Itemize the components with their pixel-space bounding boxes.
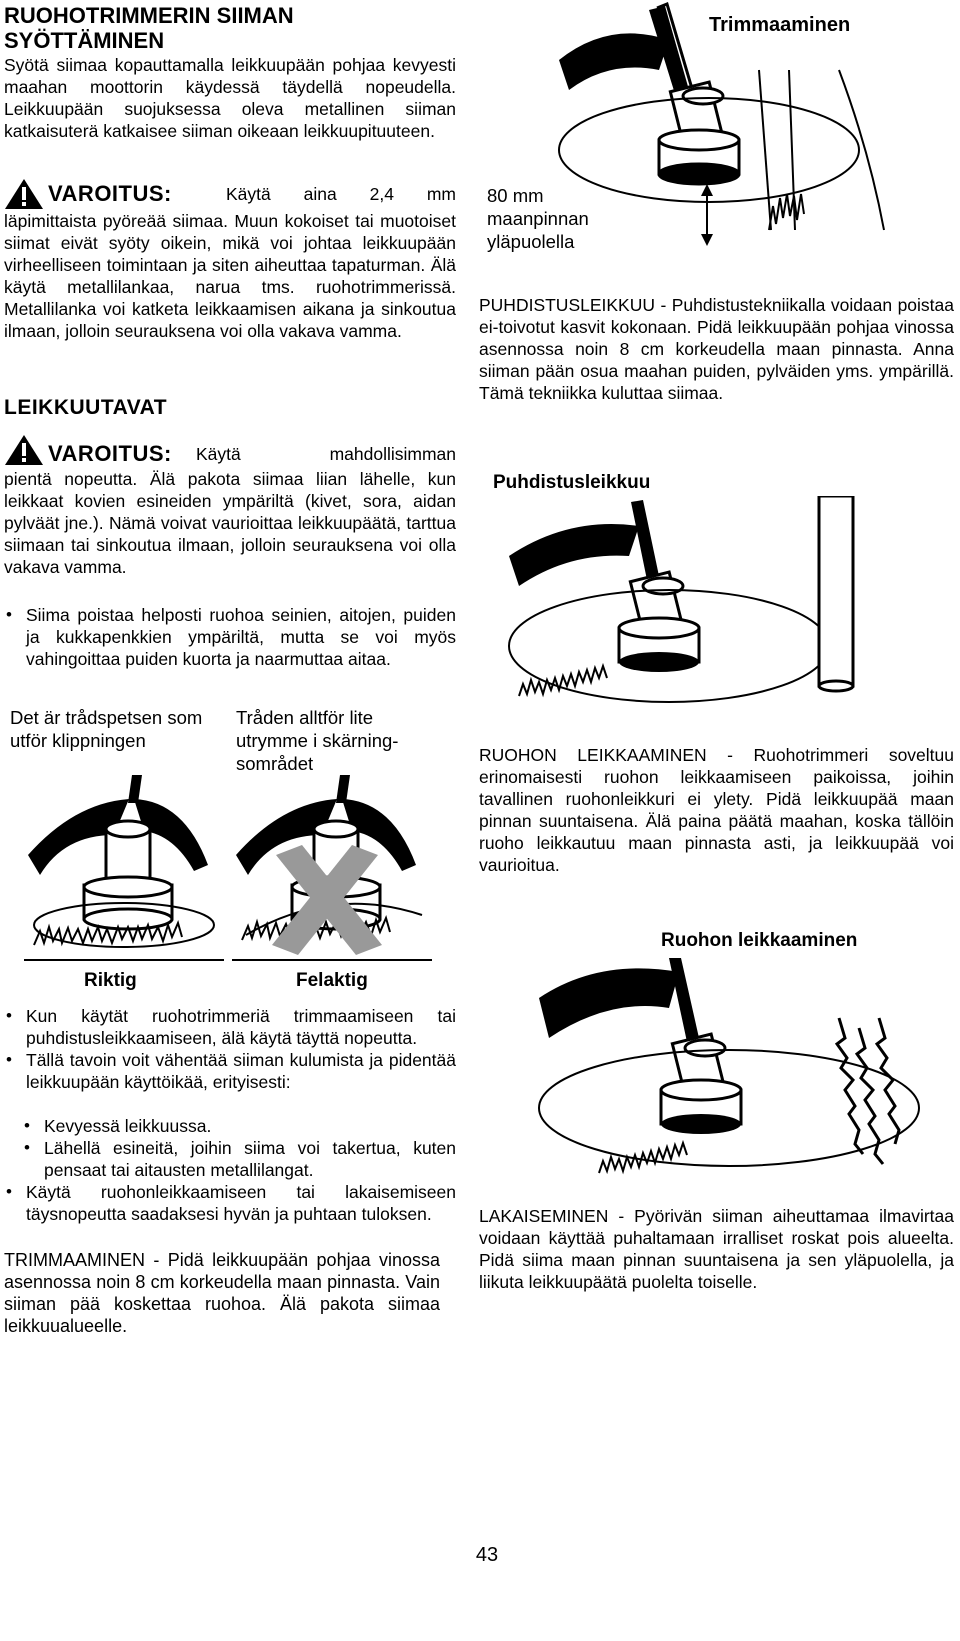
list-item: • Kevyessä leikkuussa. bbox=[44, 1115, 456, 1137]
list-item: • Lähellä esineitä, joihin siima voi takertua, kuten pensaat tai aitausten metallilangat. bbox=[44, 1137, 456, 1181]
sub-bullet-list bbox=[22, 1115, 456, 1181]
section-title-feed bbox=[4, 3, 456, 53]
figure-mowing-caption: Ruohon leikkaaminen bbox=[661, 930, 858, 951]
page-number: 43 bbox=[475, 1544, 499, 1566]
cleaning-paragraph: PUHDISTUSLEIKKUU - Puhdistustekniikalla voidaan poistaa ei-toivotut kasvit kokonaan. Pidä leikkuupään pohjaa vinossa asennossa noin 8 cm korkeudella maan pinnasta. Anna siiman pään osua maahan puiden, pylväiden yms. ympärillä. Tämä tekniikka kuluttaa siimaa. bbox=[479, 295, 954, 403]
cleaning-illustration bbox=[499, 496, 859, 726]
warning-1-lead: Käytä aina 2,4 mm bbox=[226, 184, 456, 204]
list-item: • Tällä tavoin voit vähentää siiman kulumista ja pidentää leikkuupään käyttöikää, erityisesti: bbox=[26, 1049, 456, 1093]
sweeping-paragraph: LAKAISEMINEN - Pyörivän siiman aiheuttamaa ilmavirtaa voidaan käyttää puhaltamaan irralliset roskat pois alueelta. Pidä siima maan pinnan suuntaisena ja sen yläpuolella, ja liikuta leikkuupäätä puolelta toiselle. bbox=[479, 1206, 954, 1292]
title-line-1: RUOHOTRIMMERIN SIIMAN bbox=[4, 3, 294, 28]
warning-1-header bbox=[4, 178, 456, 206]
trimmer-incorrect-illustration bbox=[232, 775, 432, 965]
title-line-2: SYÖTTÄMINEN bbox=[4, 28, 165, 53]
section-title-cutting: LEIKKUUTAVAT bbox=[4, 396, 168, 419]
warning-1-label: VAROITUS: bbox=[48, 181, 172, 206]
figure-trimming-caption: Trimmaaminen bbox=[709, 14, 851, 36]
figure-correct-caption: Riktig bbox=[84, 970, 137, 991]
figure-incorrect-label: Tråden alltför lite utrymme i skärning-sområdet bbox=[236, 707, 399, 774]
warning-2-lead: Käytä mahdollisimman bbox=[196, 444, 456, 464]
list-item: • Kun käytät ruohotrimmeriä trimmaamiseen tai puhdistusleikkaamiseen, älä käytä täyttä nopeutta. bbox=[26, 1005, 456, 1049]
bullet-list-speed bbox=[4, 1005, 456, 1093]
feed-paragraph: Syötä siimaa kopauttamalla leikkuupään pohjaa kevyesti maahan moottorin käydessä täydellä nopeudella. Leikkuupään suojuksessa oleva metallinen siiman katkaisuterä katkaisee siiman oikeaan leikkuupituuteen. bbox=[4, 55, 456, 141]
warning-2-header bbox=[4, 434, 456, 466]
warning-1-text: läpimittaista pyöreää siimaa. Muun kokoiset tai muotoiset siimat eivät syöty oikein, mikä voi johtaa leikkuupään virheelliseen toimintaan ja siten aiheuttaa tapaturman. Älä käytä metallilankaa, narua tms. ruohotrimmerissä. Metallilanka voi katketa leikkaamisen aikana ja sinkoutua ilmaan, jolloin seurauksena voi olla vakava vamma. bbox=[4, 211, 456, 341]
mowing-illustration bbox=[529, 958, 929, 1188]
trimmer-correct-illustration bbox=[24, 775, 224, 965]
list-item: • Siima poistaa helposti ruohoa seinien, aitojen, puiden ja kukkapenkkien ympäriltä, mutta se voi myös vahingoittaa puiden kuorta ja naarmuttaa aitaa. bbox=[26, 604, 456, 670]
warning-2-text: pientä nopeutta. Älä pakota siimaa liian lähelle, kun leikkaat kovien esineiden ympäriltä (kivet, sora, aidan pylväät jne.). Nämä voivat vaurioittaa leikkuupäätä, tarttua siimaan tai sinkoutua ilmaan, jolloin seurauksena voi olla vakava vamma. bbox=[4, 469, 456, 577]
figure-incorrect-caption: Felaktig bbox=[296, 970, 368, 991]
bullet-list-wall bbox=[4, 604, 456, 670]
figure-correct-label: Det är trådspetsen som utför klippningen bbox=[10, 707, 203, 751]
figure-cleaning-caption: Puhdistusleikkuu bbox=[493, 472, 651, 493]
warning-triangle-icon bbox=[4, 434, 44, 466]
height-arrow-icon bbox=[701, 184, 713, 246]
height-label: 80 mm maanpinnan yläpuolella bbox=[487, 185, 589, 252]
warning-2-label: VAROITUS: bbox=[48, 441, 172, 466]
list-item: • Käytä ruohonleikkaamiseen tai lakaisemiseen täysnopeutta saadaksesi hyvän ja puhtaan tuloksen. bbox=[26, 1181, 456, 1225]
mowing-paragraph: RUOHON LEIKKAAMINEN - Ruohotrimmeri soveltuu erinomaisesti ruohon leikkaamiseen paikoissa, joihin tavallinen ruohonleikkuri ei ylety. Pidä leikkuupää maan pinnan suuntaisena. Älä paina päätä maahan, koska tällöin ruoho leikkautuu maan pinnasta asti, ja leikkuupää voi vaurioitua. bbox=[479, 745, 954, 875]
trimming-paragraph: TRIMMAAMINEN - Pidä leikkuupään pohjaa vinossa asennossa noin 8 cm korkeudella maan pinnasta. Vain siiman pää koskettaa ruohoa. Älä pakota siimaa leikkuualueelle. bbox=[4, 1250, 440, 1336]
bullet-list-full-speed bbox=[4, 1181, 456, 1225]
warning-triangle-icon bbox=[4, 178, 44, 210]
